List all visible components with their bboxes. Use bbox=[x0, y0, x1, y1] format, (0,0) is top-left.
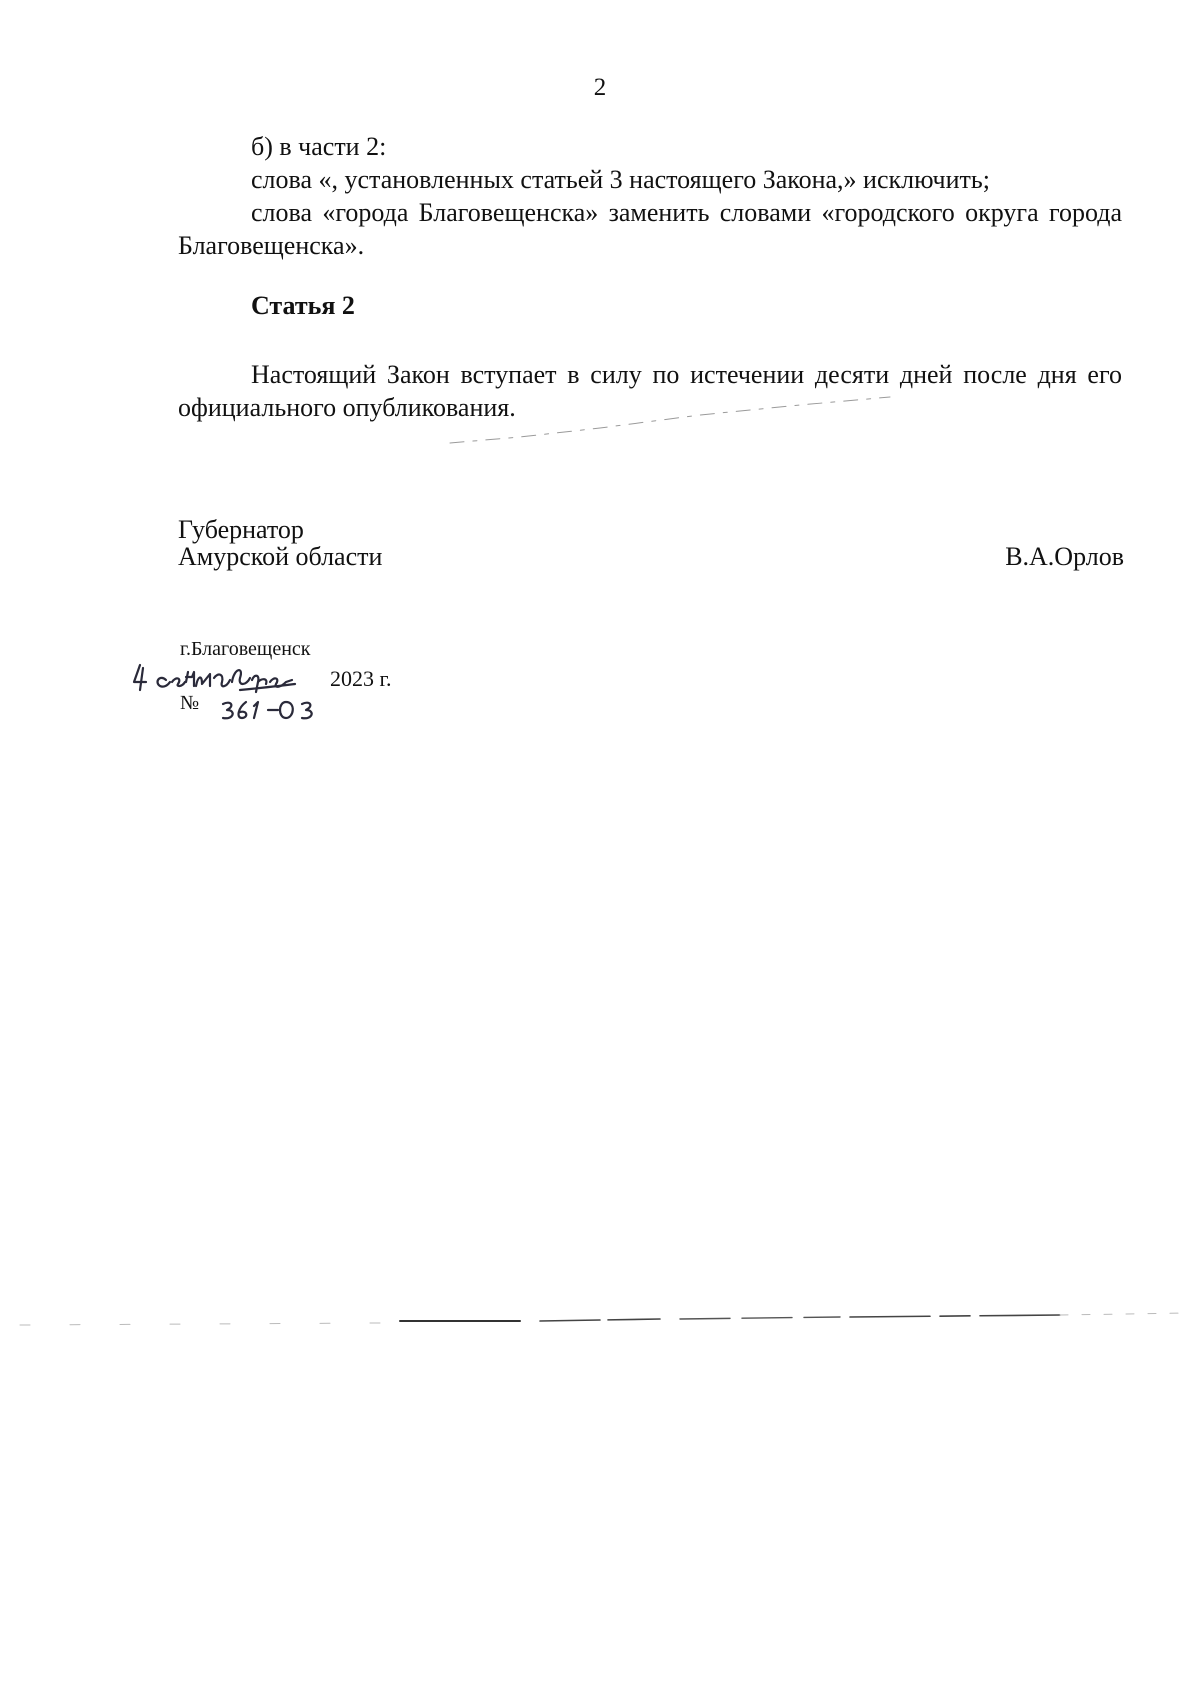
scan-edge-line bbox=[680, 1317, 840, 1319]
handwritten-digit-stroke bbox=[239, 702, 247, 718]
scan-edge-line bbox=[1060, 1313, 1190, 1315]
signatory-name: В.А.Орлов bbox=[1005, 542, 1124, 571]
date-year: 2023 г. bbox=[330, 666, 392, 691]
handwritten-digit-stroke bbox=[223, 703, 233, 719]
handwritten-letter-stroke bbox=[172, 678, 185, 686]
article-body bbox=[178, 358, 1122, 424]
article-paragraph: Настоящий Закон вступает в силу по истечении десяти дней после дня его официального опубликования. bbox=[178, 360, 1122, 422]
handwritten-letter-stroke bbox=[196, 674, 210, 686]
handwritten-letter-stroke bbox=[232, 670, 250, 684]
amendment-paragraph: слова «, установленных статьей 3 настоящего Закона,» исключить; bbox=[251, 165, 990, 194]
handwritten-letter-stroke bbox=[280, 702, 293, 718]
number-label: № bbox=[180, 692, 200, 714]
amendment-paragraph: слова «города Благовещенска» заменить словами «городского округа города Благовещенска». bbox=[178, 198, 1122, 260]
scan-edge-line bbox=[20, 1323, 380, 1325]
signatory-title-line: Губернатор bbox=[178, 515, 304, 544]
scan-edge-line bbox=[540, 1319, 660, 1321]
scan-edge-line bbox=[850, 1315, 1060, 1317]
handwritten-letter-stroke bbox=[302, 703, 312, 719]
signatory-title bbox=[178, 516, 382, 570]
handwritten-letter-stroke bbox=[186, 672, 194, 686]
page-number: 2 bbox=[593, 74, 607, 101]
handwritten-digit-stroke bbox=[254, 702, 258, 718]
article-heading: Статья 2 bbox=[251, 291, 355, 320]
amendment-block bbox=[178, 130, 1122, 262]
signatory-title-line: Амурской области bbox=[178, 542, 383, 571]
handwritten-letter-stroke bbox=[158, 678, 170, 687]
handwritten-underline-stroke bbox=[240, 684, 295, 690]
handwritten-digit-stroke bbox=[134, 665, 146, 690]
handwritten-letter-stroke bbox=[214, 675, 230, 687]
handwritten-date-and-number bbox=[130, 660, 370, 740]
amendment-paragraph: б) в части 2: bbox=[251, 132, 387, 161]
place-of-signing: г.Благовещенск bbox=[180, 638, 311, 660]
